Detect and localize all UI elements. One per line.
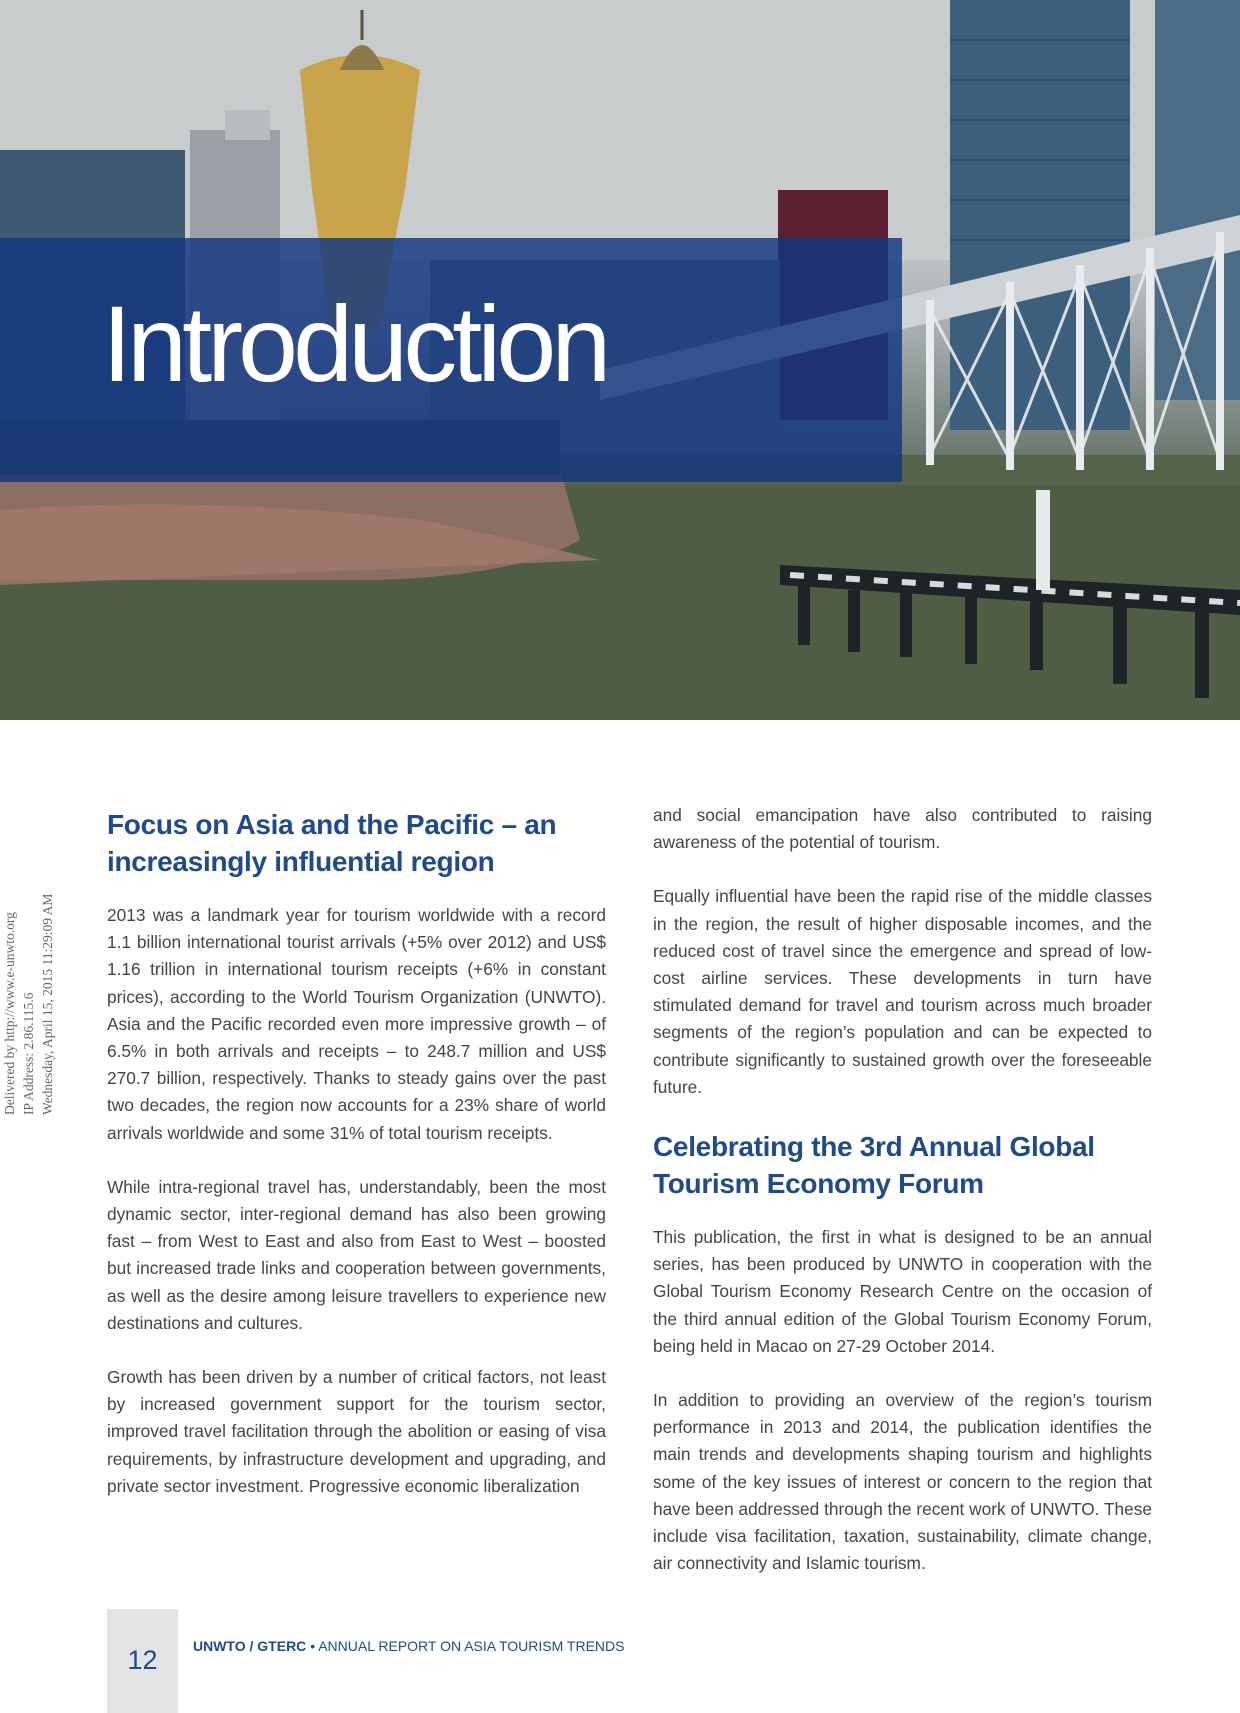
paragraph: This publication, the first in what is designed to be an annual series, has been produced by UNWTO in cooperation with the Global Tourism Economy Research Centre on the occasion of the third annual edition of the Global Tourism Economy Forum, being held in Macao on 27-29 October 2014. [653,1227,1152,1356]
page-number: 12 [127,1645,158,1675]
footer-org: UNWTO / GTERC [193,1638,307,1654]
hero-photo [0,0,1240,720]
page-number-box [107,1609,178,1713]
delivery-watermark [0,815,57,1115]
footer-separator: • [310,1638,316,1654]
paragraph: In addition to providing an overview of the region’s tourism performance in 2013 and 2014, the publication identifies the main trends and developments shaping tourism and highlights some of the key issues of interest or concern to the region that have been addressed through the recent work of UNWTO. These include visa facilitation, taxation, sustainability, climate change, air connectivity and Islamic tourism. [653,1390,1152,1574]
paragraph: Equally influential have been the rapid rise of the middle classes in the region, the result of higher disposable incomes, and the reduced cost of travel since the emergence and spread of low-cost airline services. These developments in turn have stimulated demand for travel and tourism across much broader segments of the region’s population and can be expected to contribute significantly to sustained growth over the foreseeable future. [653,886,1152,1097]
page-title: Introduction [102,283,607,404]
section-heading-focus-asia: Focus on Asia and the Pacific – an increasingly influential region [107,809,557,877]
watermark-line-url: Delivered by http://www.e-unwto.org [2,912,17,1115]
running-footer [193,1638,624,1654]
watermark-line-date: Wednesday, April 15, 2015 11:29:09 AM [40,893,55,1115]
left-column [107,806,606,1527]
paragraph: While intra-regional travel has, understandably, been the most dynamic sector, inter-regional demand has also been growing fast – from West to East and also from East to West – boosted but increased trade links and cooperation between governments, as well as the desire among leisure travellers to experience new destinations and cultures. [107,1176,606,1333]
tower-right-2 [1155,0,1240,400]
footer-report-title: ANNUAL REPORT ON ASIA TOURISM TRENDS [318,1638,625,1654]
paragraph: Growth has been driven by a number of critical factors, not least by increased government support for the tourism sector, improved travel facilitation through the abolition or easing of visa requirements, by infrastructure development and upgrading, and private sector investment. Progressive economic liberalization [107,1367,606,1496]
watermark-line-ip: IP Address: 2.86.115.6 [21,992,36,1115]
paragraph: and social emancipation have also contributed to raising awareness of the potential of tourism. [653,805,1152,853]
paragraph: 2013 was a landmark year for tourism worldwide with a record 1.1 billion international tourist arrivals (+5% over 2012) and US$ 1.16 trillion in international tourism receipts (+6% in constant prices), according to the World Tourism Organization (UNWTO). Asia and the Pacific recorded even more impressive growth – of 6.5% in both arrivals and receipts – to 248.7 million and US$ 270.7 billion, respectively. Thanks to steady gains over the past two decades, the region now accounts for a 23% share of world arrivals worldwide and some 31% of total tourism receipts. [107,905,606,1143]
section-heading-forum: Celebrating the 3rd Annual Global Tourism Economy Forum [653,1131,1095,1200]
right-column [653,802,1152,1604]
